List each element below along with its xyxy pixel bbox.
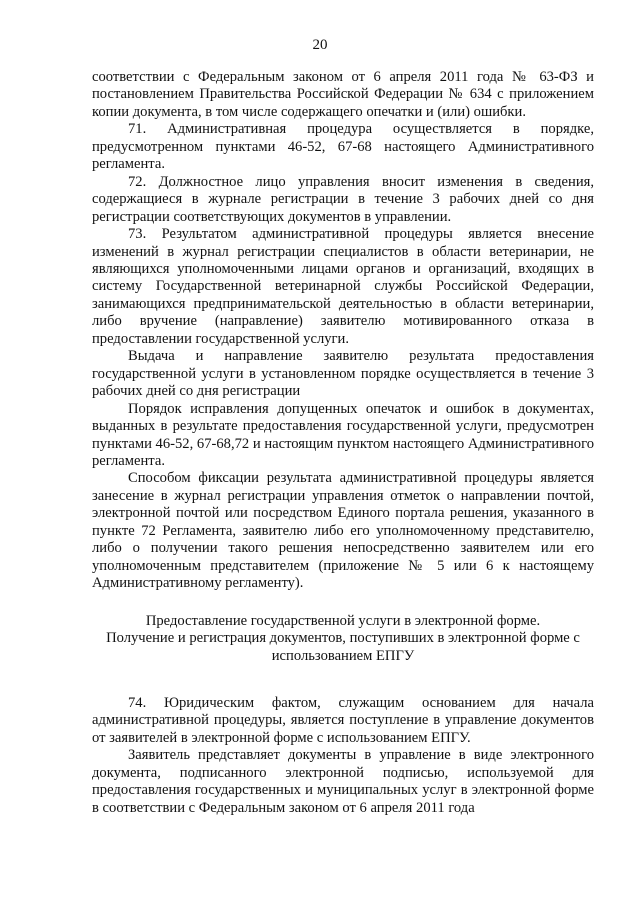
paragraph-73: 73. Результатом административной процедуры является внесение изменений в журнал регистрации специалистов в области ветеринарии, не являющихся уполномоченными лицами органов и организаций, входящих в систему Государственной ветеринарной службы Российской Федерации, занимающихся предпринимательской деятельностью в области ветеринарии, либо вручение (направление) заявителю мотивированного отказа в предоставлении государственной услуги. xyxy=(92,226,594,347)
paragraph-corrections: Порядок исправления допущенных опечаток и ошибок в документах, выданных в результате предоставления государственной услуги, предусмотрен пунктами 46-52, 67-68,72 и настоящим пунктом настоящего Административного регламента. xyxy=(92,400,594,469)
section-heading xyxy=(92,613,594,665)
paragraph-delivery: Выдача и направление заявителю результата предоставления государственной услуги в установленном порядке осуществляется в течение 3 рабочих дней со дня регистрации xyxy=(92,348,594,400)
paragraph-74: 74. Юридическим фактом, служащим основанием для начала административной процедуры, является поступление в управление документов от заявителей в электронной форме с использованием ЕПГУ. xyxy=(92,694,594,746)
document-body xyxy=(92,69,594,817)
paragraph-fixation: Способом фиксации результата административной процедуры является занесение в журнал регистрации управления отметок о направлении почтой, электронной почтой или посредством Единого портала решения, указанного в пункте 72 Регламента, заявителю либо его уполномоченному представителю, либо о получении такого решения непосредственно заявителем или его уполномоченным представителем (приложение № 5 или 6 к настоящему Административному регламенту). xyxy=(92,470,594,592)
paragraph-continuation: соответствии с Федеральным законом от 6 апреля 2011 года № 63-ФЗ и постановлением Правительства Российской Федерации № 634 с приложением копии документа, в том числе содержащего опечатки и (или) ошибки. xyxy=(92,69,594,120)
paragraph-72: 72. Должностное лицо управления вносит изменения в сведения, содержащиеся в журнале регистрации в течение 3 рабочих дней со дня регистрации соответствующих документов в управлении. xyxy=(92,173,594,225)
section-heading-line-3: использованием ЕПГУ xyxy=(271,647,415,664)
section-heading-line-2: Получение и регистрация документов, поступивших в электронной форме с xyxy=(106,630,580,647)
page-number: 20 xyxy=(312,37,328,53)
section-heading-line-1: Предоставление государственной услуги в электронной форме. xyxy=(145,612,541,629)
paragraph-applicant-submission: Заявитель представляет документы в управление в виде электронного документа, подписанного электронной подписью, используемой для предоставления государственных и муниципальных услуг в электронной форме в соответствии с Федеральным законом от 6 апреля 2011 года xyxy=(92,747,594,816)
paragraph-71: 71. Административная процедура осуществляется в порядке, предусмотренном пунктами 46-52, 67-68 настоящего Административного регламента. xyxy=(92,121,594,173)
